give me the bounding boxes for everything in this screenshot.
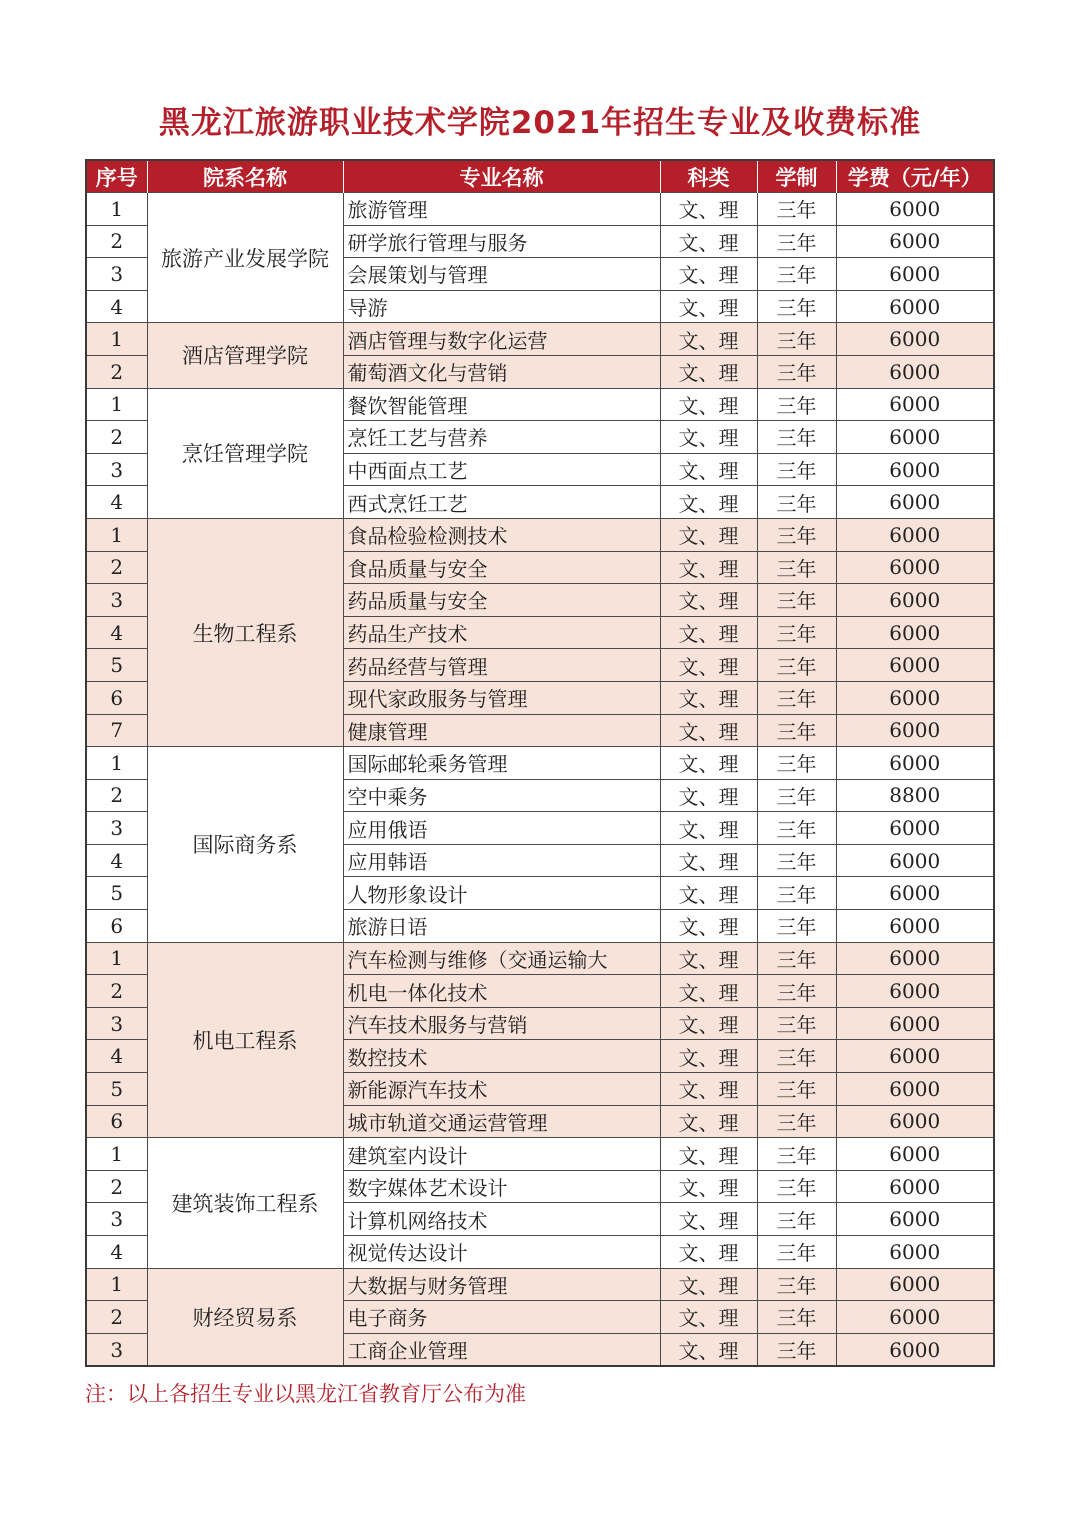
major-cell: 国际邮轮乘务管理 [343, 747, 660, 780]
duration-cell: 三年 [757, 844, 836, 877]
fee-cell: 6000 [836, 1268, 994, 1301]
seq-cell: 3 [86, 453, 147, 486]
duration-cell: 三年 [757, 1268, 836, 1301]
department-cell: 生物工程系 [147, 518, 343, 746]
seq-cell: 2 [86, 551, 147, 584]
fee-cell: 6000 [836, 225, 994, 258]
duration-cell: 三年 [757, 1301, 836, 1334]
category-cell: 文、理 [660, 1073, 757, 1106]
category-cell: 文、理 [660, 355, 757, 388]
fee-cell: 6000 [836, 649, 994, 682]
page-title: 黑龙江旅游职业技术学院2021年招生专业及收费标准 [158, 105, 922, 141]
category-cell: 文、理 [660, 421, 757, 454]
seq-cell: 3 [86, 258, 147, 291]
category-cell: 文、理 [660, 1268, 757, 1301]
seq-cell: 2 [86, 355, 147, 388]
header-duration: 学制 [757, 160, 836, 193]
fee-cell: 6000 [836, 1040, 994, 1073]
seq-cell: 1 [86, 942, 147, 975]
major-cell: 新能源汽车技术 [343, 1073, 660, 1106]
seq-cell: 5 [86, 649, 147, 682]
header-major: 专业名称 [343, 160, 660, 193]
duration-cell: 三年 [757, 584, 836, 617]
duration-cell: 三年 [757, 225, 836, 258]
table-body [86, 193, 994, 1367]
category-cell: 文、理 [660, 486, 757, 519]
category-cell: 文、理 [660, 942, 757, 975]
major-cell: 机电一体化技术 [343, 975, 660, 1008]
seq-cell: 6 [86, 910, 147, 943]
fee-cell: 6000 [836, 1138, 994, 1171]
fee-cell: 6000 [836, 421, 994, 454]
table-row [86, 323, 994, 356]
fee-cell: 6000 [836, 942, 994, 975]
major-cell: 健康管理 [343, 714, 660, 747]
major-cell: 食品检验检测技术 [343, 518, 660, 551]
department-cell: 建筑装饰工程系 [147, 1138, 343, 1268]
category-cell: 文、理 [660, 388, 757, 421]
duration-cell: 三年 [757, 290, 836, 323]
category-cell: 文、理 [660, 1007, 757, 1040]
category-cell: 文、理 [660, 584, 757, 617]
fee-cell: 6000 [836, 290, 994, 323]
seq-cell: 3 [86, 1333, 147, 1366]
fee-cell: 6000 [836, 1170, 994, 1203]
seq-cell: 4 [86, 1236, 147, 1269]
fee-cell: 6000 [836, 388, 994, 421]
fee-cell: 6000 [836, 1333, 994, 1366]
seq-cell: 4 [86, 1040, 147, 1073]
seq-cell: 3 [86, 1007, 147, 1040]
major-cell: 酒店管理与数字化运营 [343, 323, 660, 356]
category-cell: 文、理 [660, 681, 757, 714]
fee-cell: 6000 [836, 877, 994, 910]
duration-cell: 三年 [757, 910, 836, 943]
duration-cell: 三年 [757, 486, 836, 519]
category-cell: 文、理 [660, 1333, 757, 1366]
major-cell: 西式烹饪工艺 [343, 486, 660, 519]
fee-cell: 6000 [836, 714, 994, 747]
major-cell: 人物形象设计 [343, 877, 660, 910]
category-cell: 文、理 [660, 1170, 757, 1203]
fee-cell: 6000 [836, 616, 994, 649]
category-cell: 文、理 [660, 290, 757, 323]
seq-cell: 1 [86, 1138, 147, 1171]
duration-cell: 三年 [757, 1105, 836, 1138]
department-cell: 财经贸易系 [147, 1268, 343, 1366]
major-cell: 烹饪工艺与营养 [343, 421, 660, 454]
table-row [86, 193, 994, 226]
fee-cell: 6000 [836, 258, 994, 291]
duration-cell: 三年 [757, 942, 836, 975]
seq-cell: 1 [86, 747, 147, 780]
major-cell: 药品经营与管理 [343, 649, 660, 682]
seq-cell: 1 [86, 518, 147, 551]
category-cell: 文、理 [660, 518, 757, 551]
category-cell: 文、理 [660, 1236, 757, 1269]
duration-cell: 三年 [757, 258, 836, 291]
header-fee: 学费（元/年） [836, 160, 994, 193]
seq-cell: 2 [86, 421, 147, 454]
fee-cell: 6000 [836, 975, 994, 1008]
major-cell: 葡萄酒文化与营销 [343, 355, 660, 388]
fee-cell: 6000 [836, 453, 994, 486]
fee-cell: 6000 [836, 1203, 994, 1236]
major-cell: 餐饮智能管理 [343, 388, 660, 421]
fee-cell: 6000 [836, 355, 994, 388]
seq-cell: 6 [86, 1105, 147, 1138]
table-row [86, 747, 994, 780]
seq-cell: 2 [86, 1170, 147, 1203]
duration-cell: 三年 [757, 975, 836, 1008]
header-seq: 序号 [86, 160, 147, 193]
major-cell: 中西面点工艺 [343, 453, 660, 486]
major-cell: 旅游管理 [343, 193, 660, 226]
major-cell: 数字媒体艺术设计 [343, 1170, 660, 1203]
category-cell: 文、理 [660, 258, 757, 291]
table-row [86, 518, 994, 551]
category-cell: 文、理 [660, 975, 757, 1008]
major-cell: 视觉传达设计 [343, 1236, 660, 1269]
fee-cell: 6000 [836, 747, 994, 780]
major-cell: 工商企业管理 [343, 1333, 660, 1366]
seq-cell: 4 [86, 616, 147, 649]
duration-cell: 三年 [757, 1203, 836, 1236]
category-cell: 文、理 [660, 714, 757, 747]
duration-cell: 三年 [757, 1170, 836, 1203]
major-cell: 汽车技术服务与营销 [343, 1007, 660, 1040]
fee-cell: 6000 [836, 812, 994, 845]
fee-cell: 6000 [836, 1073, 994, 1106]
seq-cell: 3 [86, 1203, 147, 1236]
major-cell: 研学旅行管理与服务 [343, 225, 660, 258]
category-cell: 文、理 [660, 812, 757, 845]
category-cell: 文、理 [660, 1203, 757, 1236]
category-cell: 文、理 [660, 1138, 757, 1171]
duration-cell: 三年 [757, 388, 836, 421]
duration-cell: 三年 [757, 649, 836, 682]
duration-cell: 三年 [757, 1040, 836, 1073]
major-cell: 导游 [343, 290, 660, 323]
major-cell: 应用俄语 [343, 812, 660, 845]
major-cell: 药品生产技术 [343, 616, 660, 649]
duration-cell: 三年 [757, 551, 836, 584]
fee-cell: 6000 [836, 1105, 994, 1138]
duration-cell: 三年 [757, 1236, 836, 1269]
category-cell: 文、理 [660, 1105, 757, 1138]
duration-cell: 三年 [757, 714, 836, 747]
category-cell: 文、理 [660, 747, 757, 780]
category-cell: 文、理 [660, 844, 757, 877]
duration-cell: 三年 [757, 355, 836, 388]
major-cell: 城市轨道交通运营管理 [343, 1105, 660, 1138]
table-row [86, 1138, 994, 1171]
category-cell: 文、理 [660, 1040, 757, 1073]
seq-cell: 4 [86, 290, 147, 323]
category-cell: 文、理 [660, 877, 757, 910]
fee-cell: 6000 [836, 518, 994, 551]
category-cell: 文、理 [660, 453, 757, 486]
major-cell: 食品质量与安全 [343, 551, 660, 584]
seq-cell: 4 [86, 486, 147, 519]
category-cell: 文、理 [660, 225, 757, 258]
category-cell: 文、理 [660, 616, 757, 649]
fee-cell: 6000 [836, 844, 994, 877]
fee-cell: 6000 [836, 551, 994, 584]
duration-cell: 三年 [757, 1007, 836, 1040]
fee-cell: 6000 [836, 1007, 994, 1040]
fee-cell: 6000 [836, 1236, 994, 1269]
department-cell: 旅游产业发展学院 [147, 193, 343, 323]
category-cell: 文、理 [660, 323, 757, 356]
duration-cell: 三年 [757, 323, 836, 356]
duration-cell: 三年 [757, 518, 836, 551]
major-cell: 旅游日语 [343, 910, 660, 943]
fee-table [85, 159, 995, 1367]
category-cell: 文、理 [660, 1301, 757, 1334]
seq-cell: 1 [86, 323, 147, 356]
seq-cell: 2 [86, 975, 147, 1008]
major-cell: 建筑室内设计 [343, 1138, 660, 1171]
seq-cell: 2 [86, 779, 147, 812]
major-cell: 药品质量与安全 [343, 584, 660, 617]
duration-cell: 三年 [757, 1138, 836, 1171]
major-cell: 会展策划与管理 [343, 258, 660, 291]
seq-cell: 2 [86, 225, 147, 258]
fee-cell: 6000 [836, 323, 994, 356]
category-cell: 文、理 [660, 779, 757, 812]
footnote: 注：以上各招生专业以黑龙江省教育厅公布为准 [85, 1382, 526, 1406]
fee-cell: 6000 [836, 681, 994, 714]
category-cell: 文、理 [660, 910, 757, 943]
duration-cell: 三年 [757, 193, 836, 226]
duration-cell: 三年 [757, 421, 836, 454]
category-cell: 文、理 [660, 193, 757, 226]
seq-cell: 3 [86, 584, 147, 617]
major-cell: 计算机网络技术 [343, 1203, 660, 1236]
major-cell: 空中乘务 [343, 779, 660, 812]
major-cell: 汽车检测与维修（交通运输大 [343, 942, 660, 975]
category-cell: 文、理 [660, 551, 757, 584]
major-cell: 应用韩语 [343, 844, 660, 877]
seq-cell: 1 [86, 1268, 147, 1301]
department-cell: 国际商务系 [147, 747, 343, 943]
seq-cell: 2 [86, 1301, 147, 1334]
seq-cell: 3 [86, 812, 147, 845]
fee-cell: 6000 [836, 193, 994, 226]
seq-cell: 7 [86, 714, 147, 747]
major-cell: 电子商务 [343, 1301, 660, 1334]
duration-cell: 三年 [757, 453, 836, 486]
major-cell: 大数据与财务管理 [343, 1268, 660, 1301]
major-cell: 现代家政服务与管理 [343, 681, 660, 714]
fee-cell: 6000 [836, 584, 994, 617]
seq-cell: 4 [86, 844, 147, 877]
duration-cell: 三年 [757, 779, 836, 812]
fee-cell: 6000 [836, 910, 994, 943]
fee-cell: 6000 [836, 486, 994, 519]
department-cell: 机电工程系 [147, 942, 343, 1138]
department-cell: 酒店管理学院 [147, 323, 343, 388]
table-row [86, 942, 994, 975]
table-row [86, 1268, 994, 1301]
duration-cell: 三年 [757, 747, 836, 780]
duration-cell: 三年 [757, 1333, 836, 1366]
table-header-row [86, 160, 994, 193]
duration-cell: 三年 [757, 681, 836, 714]
category-cell: 文、理 [660, 649, 757, 682]
major-cell: 数控技术 [343, 1040, 660, 1073]
fee-cell: 6000 [836, 1301, 994, 1334]
duration-cell: 三年 [757, 1073, 836, 1106]
seq-cell: 5 [86, 1073, 147, 1106]
duration-cell: 三年 [757, 616, 836, 649]
header-category: 科类 [660, 160, 757, 193]
duration-cell: 三年 [757, 812, 836, 845]
header-department: 院系名称 [147, 160, 343, 193]
seq-cell: 5 [86, 877, 147, 910]
duration-cell: 三年 [757, 877, 836, 910]
seq-cell: 6 [86, 681, 147, 714]
table-row [86, 388, 994, 421]
seq-cell: 1 [86, 388, 147, 421]
department-cell: 烹饪管理学院 [147, 388, 343, 518]
seq-cell: 1 [86, 193, 147, 226]
fee-cell: 8800 [836, 779, 994, 812]
